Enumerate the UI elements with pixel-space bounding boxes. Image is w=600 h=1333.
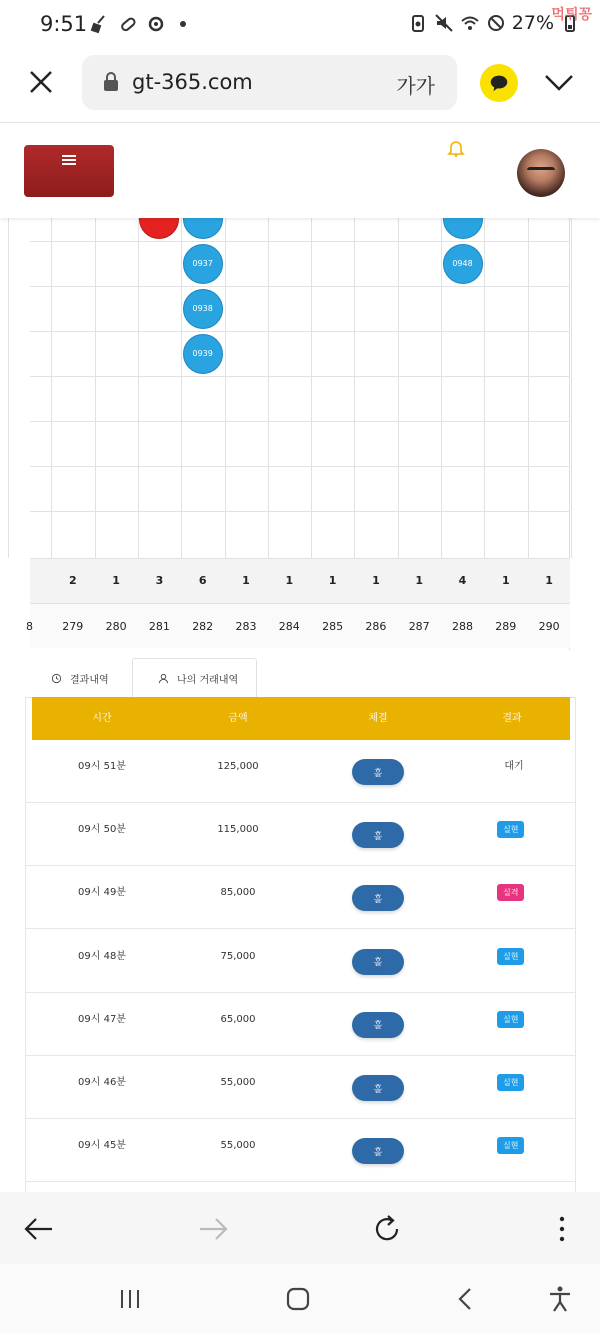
url-text: gt-365.com (132, 70, 253, 94)
bead-blue: 0937 (183, 244, 223, 284)
column-header-time: 시간 (92, 713, 112, 724)
recycle-icon (408, 13, 428, 33)
cell-time: 09시 46분 (78, 1077, 126, 1088)
user-avatar[interactable] (517, 149, 565, 197)
grid-row-line (30, 286, 570, 287)
column-header-result: 결과 (502, 713, 522, 724)
result-badge-win: 실현 (497, 1137, 524, 1154)
chat-bubble-icon (488, 72, 510, 94)
user-icon (158, 673, 169, 684)
result-badge-lose: 실격 (497, 884, 524, 901)
more-notifications-dot (180, 21, 186, 27)
cell-time: 09시 47분 (78, 1013, 126, 1025)
grid-column-line (8, 218, 9, 558)
result-badge-win: 실현 (497, 1074, 524, 1091)
grid-column-line (354, 218, 355, 558)
cell-amount: 75,000 (220, 950, 256, 962)
tab-label: 결과내역 (70, 674, 109, 686)
watermark-logo: 먹튀꽁 (551, 7, 592, 23)
result-badge-win: 실현 (497, 1011, 524, 1028)
count-cell: 1 (545, 574, 553, 587)
count-cell: 4 (458, 574, 467, 587)
cell-time: 09시 49분 (78, 887, 126, 899)
grid-row-line (30, 421, 570, 422)
grid-row-line (30, 558, 570, 559)
broom-icon (90, 14, 110, 34)
transaction-table (25, 697, 576, 1197)
cell-time: 09시 45분 (78, 1140, 126, 1152)
result-badge-win: 실현 (497, 948, 524, 965)
more-options-icon[interactable] (545, 1212, 579, 1246)
grid-column-line (181, 218, 182, 558)
pick-button[interactable]: 홀 (352, 1012, 404, 1038)
grid-column-line (225, 218, 226, 558)
round-cell: 287 (408, 620, 430, 633)
round-cell: 289 (495, 620, 517, 633)
home-icon[interactable] (283, 1284, 313, 1314)
wifi-icon (460, 13, 480, 33)
history-tabs (25, 658, 575, 698)
browser-toolbar (0, 50, 600, 120)
table-row (26, 993, 575, 1056)
round-cell: 279 (62, 620, 84, 633)
bead-blue: 0939 (183, 334, 223, 374)
notification-icons (90, 14, 186, 34)
system-back-icon[interactable] (451, 1284, 481, 1314)
bell-icon[interactable] (447, 139, 465, 157)
grid-column-line (95, 218, 96, 558)
round-cell: 281 (148, 620, 170, 633)
column-header-pick: 체결 (368, 713, 388, 724)
grid-column-line (398, 218, 399, 558)
pill-icon (118, 14, 138, 34)
table-header (32, 697, 570, 740)
close-tab-button[interactable] (26, 67, 56, 97)
count-row (30, 558, 570, 603)
count-cell: 3 (155, 574, 164, 587)
cell-amount: 85,000 (220, 887, 256, 899)
count-cell: 1 (242, 574, 250, 587)
count-cell: 1 (328, 574, 337, 587)
pick-button[interactable]: 홀 (352, 949, 404, 975)
kakao-talk-button[interactable] (480, 64, 518, 102)
table-row (26, 803, 575, 866)
count-cell: 1 (501, 574, 510, 587)
sync-icon (146, 14, 166, 34)
table-row (26, 1056, 575, 1119)
menu-button[interactable] (24, 145, 114, 197)
cell-amount: 55,000 (220, 1140, 256, 1152)
count-cell: 1 (285, 574, 294, 587)
lock-icon (102, 72, 120, 92)
count-cell: 2 (68, 574, 77, 587)
text-size-button[interactable]: 가가 (396, 74, 435, 98)
close-icon (26, 67, 56, 97)
tab-my-transactions[interactable] (132, 658, 257, 698)
back-arrow-icon[interactable] (22, 1212, 56, 1246)
pick-button[interactable]: 홀 (352, 1075, 404, 1101)
address-bar[interactable] (82, 55, 457, 110)
round-cell: 282 (192, 620, 214, 633)
round-cell: 8 (26, 620, 33, 633)
status-bar (0, 0, 600, 50)
grid-row-line (30, 511, 570, 512)
round-cell: 288 (452, 620, 473, 633)
result-bead-board (0, 218, 600, 650)
count-cell: 1 (415, 574, 424, 587)
round-cell: 280 (105, 620, 127, 633)
expand-toolbar-button[interactable] (542, 68, 576, 98)
count-cell: 1 (372, 574, 380, 587)
cell-amount: 55,000 (220, 1077, 256, 1088)
bead-blue (183, 218, 223, 239)
cell-time: 09시 50분 (78, 824, 126, 836)
recent-apps-icon[interactable] (115, 1284, 145, 1314)
accessibility-icon[interactable] (545, 1284, 575, 1314)
status-time: 9:51 (40, 12, 88, 36)
table-row (26, 1119, 575, 1182)
count-cell: 6 (198, 574, 207, 587)
site-header (0, 122, 600, 218)
grid-row-line (30, 466, 570, 467)
tab-label: 나의 거래내역 (177, 674, 239, 686)
mute-icon (434, 13, 454, 33)
history-icon (51, 673, 62, 684)
grid-column-line (528, 218, 529, 558)
do-not-disturb-icon (486, 13, 506, 33)
result-status: 대기 (504, 761, 524, 772)
round-cell: 286 (365, 620, 387, 633)
bead-blue (443, 218, 483, 239)
pick-button[interactable]: 홀 (352, 759, 404, 785)
cell-time: 09시 48분 (78, 950, 126, 962)
bead-blue: 0948 (443, 244, 483, 284)
cell-amount: 65,000 (220, 1013, 256, 1025)
round-cell: 284 (278, 620, 300, 633)
forward-arrow-icon[interactable] (196, 1212, 230, 1246)
reload-icon[interactable] (370, 1212, 404, 1246)
round-cell: 283 (235, 620, 257, 633)
round-cell: 285 (322, 620, 344, 633)
grid-column-line (484, 218, 485, 558)
cell-amount: 125,000 (217, 761, 259, 772)
bead-blue: 0938 (183, 289, 223, 329)
battery-percent: 27% (511, 12, 554, 34)
count-cell (8, 558, 51, 603)
grid-column-line (311, 218, 312, 558)
cell-amount: 115,000 (217, 824, 259, 836)
grid-row-line (30, 241, 570, 242)
grid-column-line (441, 218, 442, 558)
grid-column-line (51, 218, 52, 558)
table-row (26, 930, 575, 993)
table-row (26, 866, 575, 929)
grid-column-line (138, 218, 139, 558)
count-cell: 1 (112, 574, 120, 587)
bead-grid (26, 218, 570, 650)
grid-column-line (571, 218, 572, 558)
chevron-down-icon (542, 68, 576, 98)
pick-button[interactable]: 홀 (352, 885, 404, 911)
pick-button[interactable]: 홀 (352, 1138, 404, 1164)
grid-row-line (30, 376, 570, 377)
table-row (26, 740, 575, 803)
round-number-row (26, 603, 570, 648)
round-cell: 290 (538, 620, 560, 633)
grid-row-line (30, 331, 570, 332)
column-header-amount: 금액 (228, 713, 248, 724)
result-badge-win: 실현 (497, 821, 524, 838)
grid-column-line (268, 218, 269, 558)
pick-button[interactable]: 홀 (352, 822, 404, 848)
cell-time: 09시 51분 (78, 761, 126, 772)
system-navigation-bar (0, 1264, 600, 1333)
browser-bottom-bar (0, 1192, 600, 1264)
bead-red (139, 218, 179, 239)
